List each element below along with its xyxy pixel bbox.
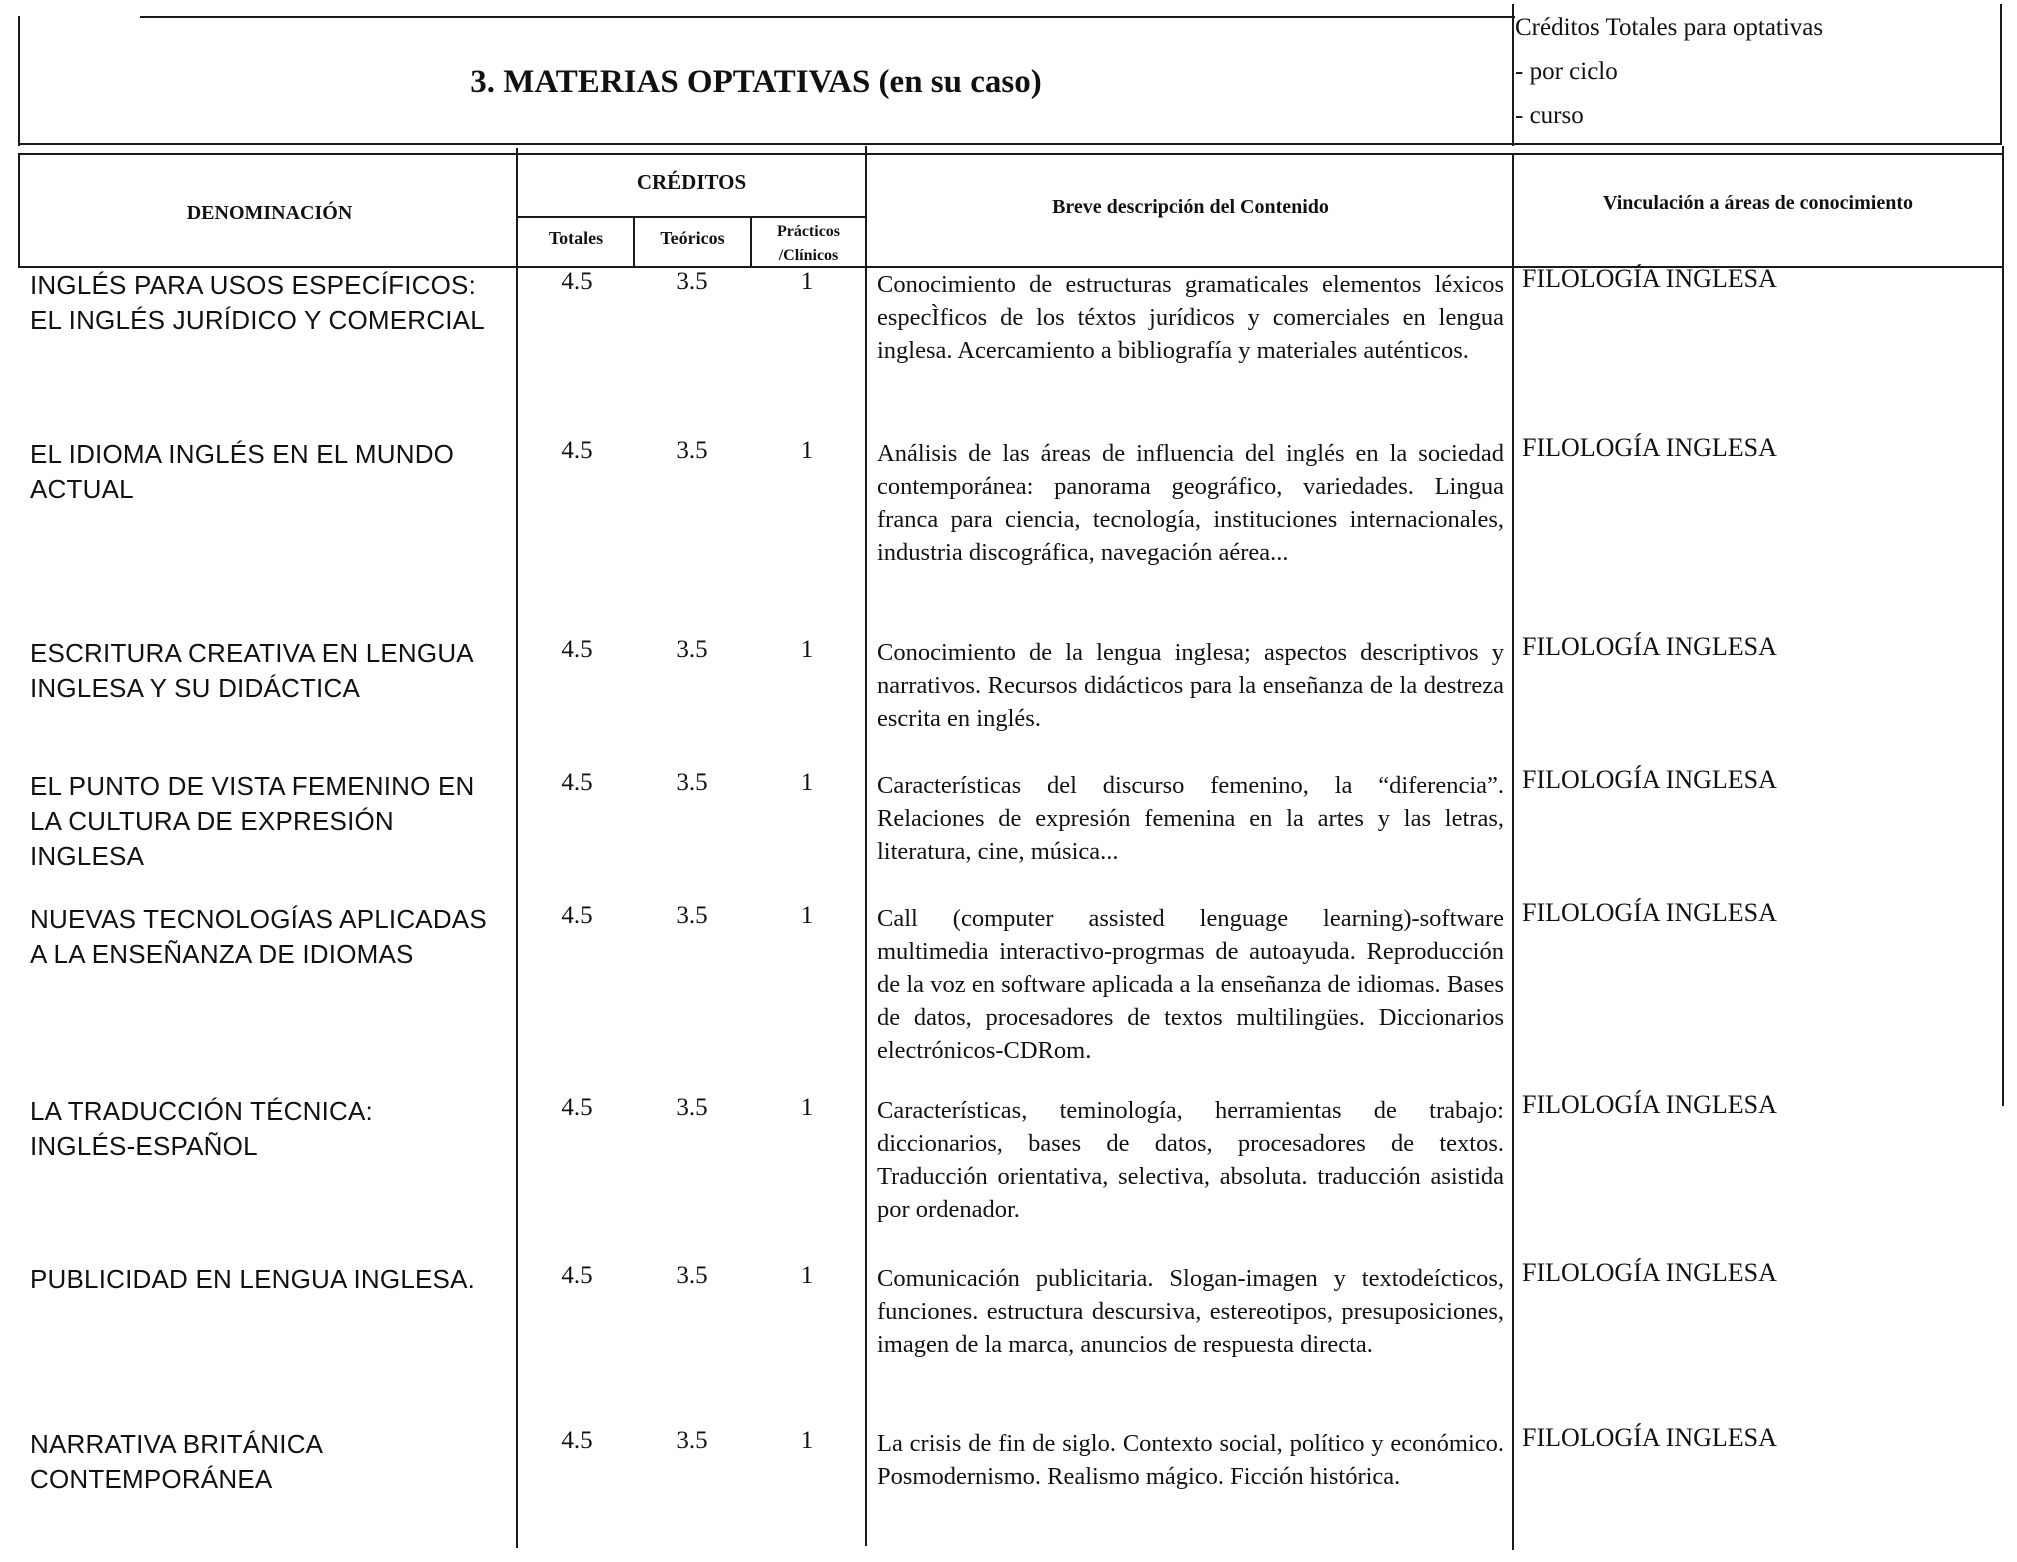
- header-breve-descripcion: Breve descripción del Contenido: [1052, 196, 1329, 218]
- subject-name: NUEVAS TECNOLOGÍAS APLICADAS A LA ENSEÑANZA DE IDIOMAS: [30, 904, 487, 969]
- totales-value: 4.5: [561, 769, 593, 796]
- totales-value: 4.5: [561, 1427, 593, 1454]
- teoricos-value: 3.5: [676, 1094, 708, 1121]
- knowledge-area: FILOLOGÍA INGLESA: [1522, 433, 1777, 462]
- content-description: Comunicación publicitaria. Slogan-imagen y textodeícticos, funciones. estructura descursiva, estereotipos, presuposiciones, imagen de la marca, anuncios de respuesta directa.: [877, 1265, 1504, 1358]
- subject-name: PUBLICIDAD EN LENGUA INGLESA.: [30, 1264, 476, 1294]
- top-border: [140, 16, 1515, 18]
- credits-box-title: Créditos Totales para optativas: [1515, 14, 1824, 41]
- header-right-border: [2002, 146, 2004, 1106]
- credits-box-curso: - curso: [1515, 102, 1584, 129]
- header-left-border: [18, 153, 20, 268]
- content-description: Características del discurso femenino, la “diferencia”. Relaciones de expresión femenina en la artes y las letras, literatura, cine, música...: [877, 772, 1504, 865]
- section-title: 3. MATERIAS OPTATIVAS (en su caso): [470, 64, 1042, 100]
- top-mid-divider: [1512, 4, 1514, 146]
- subject-name: INGLÉS PARA USOS ESPECÍFICOS: EL INGLÉS JURÍDICO Y COMERCIAL: [30, 270, 485, 335]
- header-top-line: [18, 153, 2002, 155]
- teoricos-value: 3.5: [676, 1262, 708, 1289]
- credits-box-ciclo: - por ciclo: [1515, 58, 1618, 85]
- totales-value: 4.5: [561, 268, 593, 295]
- subject-name: EL PUNTO DE VISTA FEMENINO EN LA CULTURA DE EXPRESIÓN INGLESA: [30, 771, 475, 871]
- header-practicos: Prácticos /Clínicos: [776, 223, 841, 262]
- practicos-value: 1: [800, 268, 814, 295]
- totales-value: 4.5: [561, 437, 593, 464]
- creditos-sub-line: [518, 216, 866, 218]
- teoricos-value: 3.5: [676, 437, 708, 464]
- header-totales: Totales: [548, 228, 604, 248]
- content-description: Call (computer assisted lenguage learning)-software multimedia interactivo-progrmas de autoayuda. Reproducción de la voz en software aplicada a la enseñanza de idiomas. Bases de datos, procesadores de textos multilingües. Diccionarios electrónicos-CDRom.: [877, 905, 1504, 1064]
- practicos-value: 1: [800, 1094, 814, 1121]
- creditos-right-line: [865, 146, 867, 1546]
- knowledge-area: FILOLOGÍA INGLESA: [1522, 264, 1777, 293]
- practicos-value: 1: [800, 1427, 814, 1454]
- totales-value: 4.5: [561, 1262, 593, 1289]
- content-description: Conocimiento de la lengua inglesa; aspectos descriptivos y narrativos. Recursos didácticos para la enseñanza de la destreza escrita en inglés.: [877, 639, 1504, 732]
- practicos-value: 1: [800, 437, 814, 464]
- practicos-value: 1: [800, 636, 814, 663]
- knowledge-area: FILOLOGÍA INGLESA: [1522, 632, 1777, 661]
- teoricos-value: 3.5: [676, 769, 708, 796]
- creditos-left-line: [516, 148, 518, 1548]
- top-box-bottom: [18, 143, 2002, 145]
- content-description: Análisis de las áreas de influencia del inglés en la sociedad contemporánea: panorama geográfico, variedades. Lingua franca para ciencia, tecnología, instituciones internacionales, industria discográfica, navegación aérea...: [877, 440, 1504, 566]
- content-description: La crisis de fin de siglo. Contexto social, político y económico. Posmodernismo. Realismo mágico. Ficción histórica.: [877, 1430, 1504, 1490]
- header-denominacion: DENOMINACIÓN: [186, 202, 353, 224]
- knowledge-area: FILOLOGÍA INGLESA: [1522, 1090, 1777, 1119]
- knowledge-area: FILOLOGÍA INGLESA: [1522, 765, 1777, 794]
- subject-name: NARRATIVA BRITÁNICA CONTEMPORÁNEA: [30, 1429, 324, 1494]
- teoricos-value: 3.5: [676, 268, 708, 295]
- subject-name: EL IDIOMA INGLÉS EN EL MUNDO ACTUAL: [30, 439, 455, 504]
- totales-value: 4.5: [561, 636, 593, 663]
- knowledge-area: FILOLOGÍA INGLESA: [1522, 1258, 1777, 1287]
- teoricos-value: 3.5: [676, 1427, 708, 1454]
- subject-name: LA TRADUCCIÓN TÉCNICA: INGLÉS-ESPAÑOL: [30, 1096, 373, 1161]
- practicos-value: 1: [800, 1262, 814, 1289]
- breve-right-line: [1512, 155, 1514, 1550]
- content-description: Conocimiento de estructuras gramaticales elementos léxicos especÌficos de los téxtos jurídicos y comerciales en lengua inglesa. Acercamiento a bibliografía y materiales auténticos.: [877, 271, 1504, 364]
- subject-name: ESCRITURA CREATIVA EN LENGUA INGLESA Y SU DIDÁCTICA: [30, 638, 474, 703]
- content-description: Características, teminología, herramientas de trabajo: diccionarios, bases de datos, procesadores de textos. Traducción orientativa, selectiva, absoluta. traducción asistida por ordenador.: [877, 1097, 1504, 1223]
- totales-value: 4.5: [561, 902, 593, 929]
- teoricos-value: 3.5: [676, 636, 708, 663]
- totales-value: 4.5: [561, 1094, 593, 1121]
- practicos-value: 1: [800, 902, 814, 929]
- header-vinculacion: Vinculación a áreas de conocimiento: [1603, 192, 1913, 214]
- practicos-value: 1: [800, 769, 814, 796]
- knowledge-area: FILOLOGÍA INGLESA: [1522, 898, 1777, 927]
- header-teoricos: Teóricos: [660, 228, 725, 248]
- knowledge-area: FILOLOGÍA INGLESA: [1522, 1423, 1777, 1452]
- teoricos-value: 3.5: [676, 902, 708, 929]
- header-creditos: CRÉDITOS: [636, 170, 747, 194]
- credits-box: [1515, 6, 2005, 138]
